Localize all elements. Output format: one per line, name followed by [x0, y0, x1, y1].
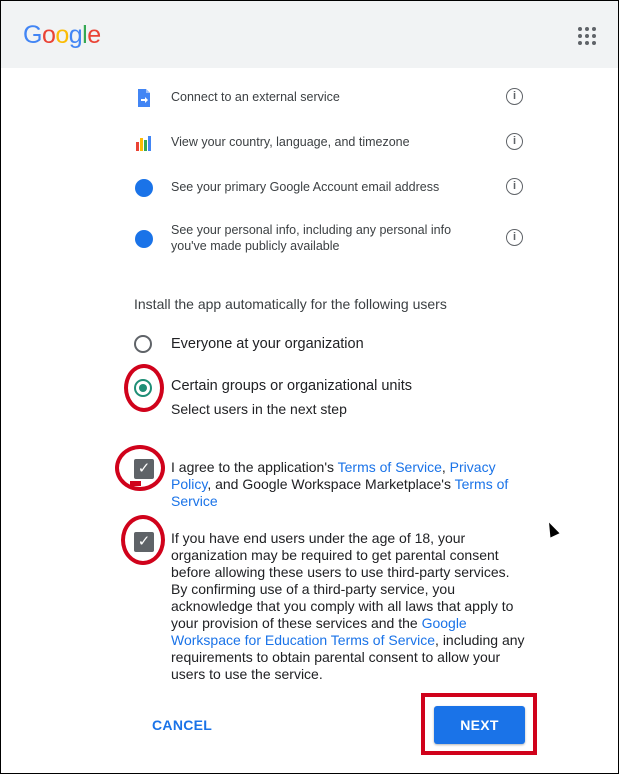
header-bar: [1, 1, 618, 68]
google-logo: Google: [23, 21, 101, 49]
install-section-title: Install the app automatically for the following users: [134, 296, 447, 312]
tos-link[interactable]: Terms of Service: [337, 459, 442, 475]
annotation-circle: [121, 515, 165, 565]
edu-tos-link[interactable]: Google Workspace for Education Terms of Service: [171, 615, 467, 648]
script-arrow-icon: [135, 89, 153, 107]
blue-dot-icon: [135, 230, 153, 248]
annotation-circle: [124, 364, 164, 412]
colorful-bars-icon: [135, 134, 153, 152]
parental-consent-text: [171, 530, 526, 683]
privacy-policy-link[interactable]: Privacy Policy: [171, 459, 496, 492]
apps-grid-icon[interactable]: [578, 27, 596, 45]
consent-text-part: If you have end users under the age of 18, your organization may be required to get parental consent before allowing these users to use third-party services. By confirming use of a third-party service, you acknowledge that you comply with all laws that apply to your provision of these services and the: [171, 530, 514, 631]
info-icon[interactable]: i: [506, 178, 523, 195]
cancel-button[interactable]: CANCEL: [152, 717, 213, 733]
permission-text: See your primary Google Account email address: [171, 180, 440, 194]
radio-everyone[interactable]: [134, 335, 152, 353]
agree-text-part: , and Google Workspace Marketplace's: [207, 476, 455, 492]
parental-consent-checkbox[interactable]: ✓: [134, 532, 154, 552]
next-button[interactable]: NEXT: [434, 706, 525, 744]
marketplace-tos-link[interactable]: Terms of Service: [171, 476, 509, 509]
permission-text: View your country, language, and timezone: [171, 135, 410, 149]
permission-text: See your personal info, including any personal info you've made publicly available: [171, 223, 452, 253]
mouse-cursor-icon: [545, 521, 560, 538]
permission-text: Connect to an external service: [171, 90, 340, 104]
consent-text-part: , including any requirements to obtain parental consent to allow your users to use the service.: [171, 632, 525, 682]
agree-text-part: ,: [441, 459, 450, 475]
radio-everyone-label[interactable]: Everyone at your organization: [171, 336, 364, 352]
radio-certain-groups-label[interactable]: Certain groups or organizational units: [171, 378, 412, 394]
blue-dot-icon: [135, 179, 153, 197]
info-icon[interactable]: i: [506, 229, 523, 246]
agree-text-part: I agree to the application's: [171, 459, 338, 475]
annotation-circle: [115, 445, 165, 491]
agree-terms-checkbox[interactable]: ✓: [134, 459, 154, 479]
agree-terms-text: [171, 459, 526, 510]
info-icon[interactable]: i: [506, 88, 523, 105]
info-icon[interactable]: i: [506, 133, 523, 150]
radio-certain-groups-sublabel: Select users in the next step: [171, 401, 347, 417]
